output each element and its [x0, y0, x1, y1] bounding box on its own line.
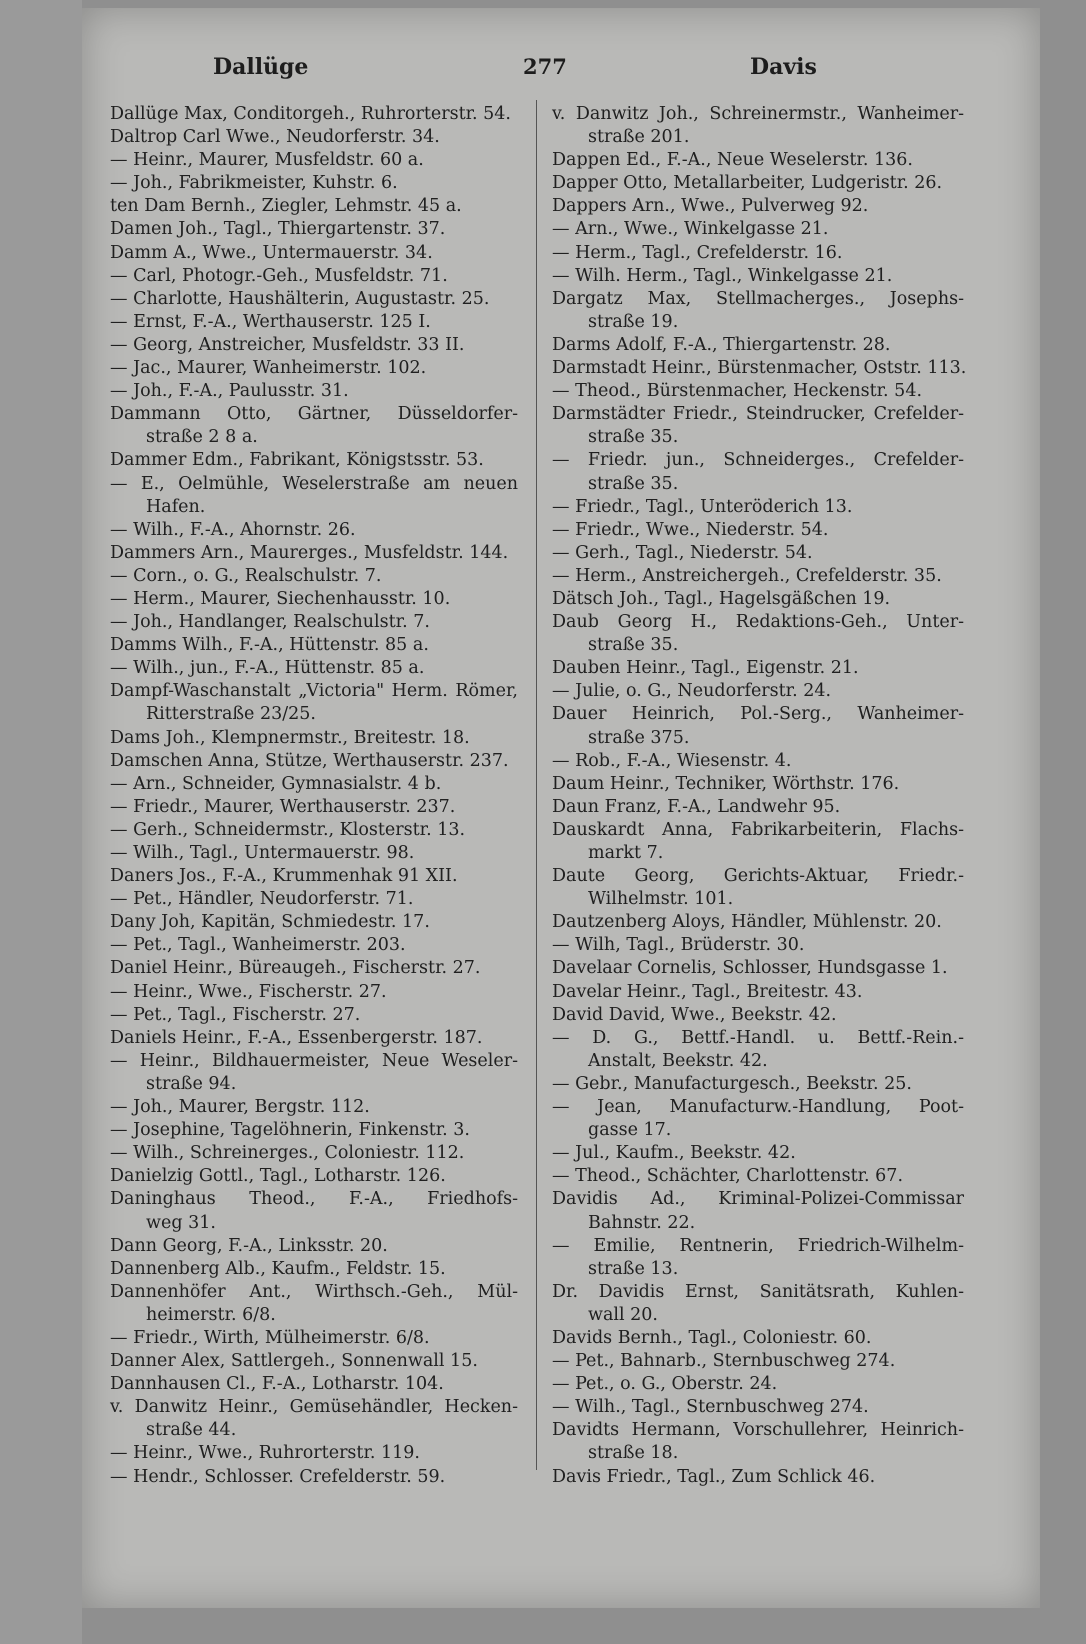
directory-entry: — Pet., o. G., Oberstr. 24.	[552, 1374, 778, 1395]
directory-entry: — Josephine, Tagelöhnerin, Finkenstr. 3.	[110, 1120, 470, 1141]
directory-entry: v. Danwitz Heinr., Gemüsehändler, Hecken-	[110, 1397, 518, 1418]
page-header	[0, 54, 1086, 84]
directory-entry: Dautzenberg Aloys, Händler, Mühlenstr. 20.	[552, 912, 942, 933]
directory-entry: Danner Alex, Sattlergeh., Sonnenwall 15.	[110, 1351, 478, 1372]
directory-entry: Darms Adolf, F.-A., Thiergartenstr. 28.	[552, 334, 891, 355]
column-divider	[536, 100, 537, 1470]
header-first-entry: Dallüge	[213, 54, 309, 80]
entry-continuation-line: Ritterstraße 23/25.	[146, 704, 316, 725]
directory-entry: Damm A., Wwe., Untermauerstr. 34.	[110, 242, 433, 263]
directory-entry: — Jul., Kaufm., Beekstr. 42.	[552, 1143, 796, 1164]
directory-entry: Dapper Otto, Metallarbeiter, Ludgeristr. 26.	[552, 173, 943, 194]
entry-continuation-line: straße 94.	[146, 1073, 237, 1094]
directory-entry: — Friedr., Wirth, Mülheimerstr. 6/8.	[110, 1327, 430, 1348]
directory-entry: — Jean, Manufacturw.-Handlung, Poot-	[552, 1097, 964, 1118]
directory-entry: Dammers Arn., Maurerges., Musfeldstr. 144.	[110, 542, 509, 563]
entry-continuation-line: straße 35.	[588, 427, 679, 448]
directory-entry: ten Dam Bernh., Ziegler, Lehmstr. 45 a.	[110, 196, 462, 217]
directory-entry: — Gebr., Manufacturgesch., Beekstr. 25.	[552, 1073, 912, 1094]
entry-continuation-line: straße 13.	[588, 1258, 679, 1279]
directory-entry: — Joh., Maurer, Bergstr. 112.	[110, 1097, 370, 1118]
directory-entry: — Wilh., F.-A., Ahornstr. 26.	[110, 519, 356, 540]
directory-entry: — Gerh., Tagl., Niederstr. 54.	[552, 542, 813, 563]
right-column	[552, 103, 967, 1489]
directory-entry: Daniel Heinr., Büreaugeh., Fischerstr. 27.	[110, 958, 481, 979]
entry-continuation-line: markt 7.	[588, 843, 664, 863]
directory-entry: — Pet., Tagl., Wanheimerstr. 203.	[110, 935, 406, 956]
directory-entry: Dallüge Max, Conditorgeh., Ruhrorterstr. 54.	[110, 104, 511, 124]
directory-entry: Davidis Ad., Kriminal-Polizei-Commissar	[552, 1189, 964, 1210]
directory-entry: — Friedr., Tagl., Unteröderich 13.	[552, 496, 853, 517]
directory-entry: Danielzig Gottl., Tagl., Lotharstr. 126.	[110, 1166, 446, 1187]
directory-entry: — Emilie, Rentnerin, Friedrich-Wilhelm-	[552, 1235, 964, 1256]
directory-entry: — Heinr., Bildhauermeister, Neue Weseler-	[110, 1050, 518, 1071]
directory-entry: — Herm., Tagl., Crefelderstr. 16.	[552, 242, 843, 263]
directory-entry: — Theod., Schächter, Charlottenstr. 67.	[552, 1166, 904, 1187]
directory-entry: Davidts Hermann, Vorschullehrer, Heinrich-	[552, 1420, 964, 1441]
directory-entry: — Heinr., Wwe., Ruhrorterstr. 119.	[110, 1443, 420, 1464]
directory-entry: Dannenhöfer Ant., Wirthsch.-Geh., Mül-	[110, 1281, 518, 1302]
directory-entry: Dammann Otto, Gärtner, Düsseldorfer-	[110, 404, 518, 425]
directory-entry: — Rob., F.-A., Wiesenstr. 4.	[552, 750, 792, 771]
directory-entry: Daun Franz, F.-A., Landwehr 95.	[552, 796, 841, 817]
directory-entry: — Theod., Bürstenmacher, Heckenstr. 54.	[552, 381, 923, 402]
directory-entry: Dann Georg, F.-A., Linksstr. 20.	[110, 1235, 388, 1256]
directory-entry: — Joh., Fabrikmeister, Kuhstr. 6.	[110, 173, 398, 194]
entry-continuation-line: straße 18.	[588, 1443, 679, 1464]
directory-entry: Darmstadt Heinr., Bürstenmacher, Oststr. 113.	[552, 358, 967, 379]
directory-entry: — Georg, Anstreicher, Musfeldstr. 33 II.	[110, 334, 465, 355]
directory-entry: — Joh., Handlanger, Realschulstr. 7.	[110, 612, 430, 633]
directory-entry: Dannenberg Alb., Kaufm., Feldstr. 15.	[110, 1258, 446, 1279]
entry-continuation-line: weg 31.	[146, 1212, 216, 1233]
directory-entry: Davelar Heinr., Tagl., Breitestr. 43.	[552, 981, 863, 1002]
directory-entry: Daub Georg H., Redaktions-Geh., Unter-	[552, 612, 964, 633]
directory-entry: — Heinr., Wwe., Fischerstr. 27.	[110, 981, 387, 1002]
entry-continuation-line: Wilhelmstr. 101.	[588, 889, 734, 910]
directory-entry: — Arn., Schneider, Gymnasialstr. 4 b.	[110, 773, 442, 794]
entry-continuation-line: Anstalt, Beekstr. 42.	[588, 1050, 768, 1071]
directory-entry: Dammer Edm., Fabrikant, Königstsstr. 53.	[110, 450, 484, 471]
entry-continuation-line: Bahnstr. 22.	[588, 1212, 696, 1233]
directory-entry: — Wilh. Herm., Tagl., Winkelgasse 21.	[552, 265, 893, 286]
entry-continuation-line: Hafen.	[146, 496, 206, 517]
scan-margin	[0, 0, 82, 1644]
directory-entry: David David, Wwe., Beekstr. 42.	[552, 1004, 837, 1025]
directory-entry: — D. G., Bettf.-Handl. u. Bettf.-Rein.-	[552, 1027, 964, 1048]
directory-entry: Dauben Heinr., Tagl., Eigenstr. 21.	[552, 658, 859, 679]
directory-entry: Davelaar Cornelis, Schlosser, Hundsgasse 1.	[552, 958, 948, 979]
directory-entry: Daninghaus Theod., F.-A., Friedhofs-	[110, 1189, 518, 1210]
directory-entry: — Wilh., Schreinerges., Coloniestr. 112.	[110, 1143, 465, 1164]
entry-continuation-line: wall 20.	[588, 1304, 658, 1325]
directory-entry: Daners Jos., F.-A., Krummenhak 91 XII.	[110, 866, 458, 887]
directory-entry: — Julie, o. G., Neudorferstr. 24.	[552, 681, 832, 702]
directory-entry: — Heinr., Maurer, Musfeldstr. 60 a.	[110, 150, 424, 171]
directory-entry: — Friedr., Maurer, Werthauserstr. 237.	[110, 796, 456, 817]
page-number: 277	[523, 54, 567, 79]
directory-entry: Daltrop Carl Wwe., Neudorferstr. 34.	[110, 127, 440, 148]
directory-entry: Daum Heinr., Techniker, Wörthstr. 176.	[552, 773, 900, 794]
directory-entry: — Wilh., Tagl., Untermauerstr. 98.	[110, 843, 415, 863]
directory-entry: Dauskardt Anna, Fabrikarbeiterin, Flachs-	[552, 819, 964, 840]
directory-entry: — Carl, Photogr.-Geh., Musfeldstr. 71.	[110, 265, 448, 286]
entry-continuation-line: straße 375.	[588, 727, 690, 748]
directory-entry: — Pet., Bahnarb., Sternbuschweg 274.	[552, 1351, 896, 1372]
directory-entry: — Arn., Wwe., Winkelgasse 21.	[552, 219, 829, 240]
directory-entry: Dappers Arn., Wwe., Pulverweg 92.	[552, 196, 869, 217]
directory-entry: Dauer Heinrich, Pol.-Serg., Wanheimer-	[552, 704, 964, 725]
directory-entry: — Gerh., Schneidermstr., Klosterstr. 13.	[110, 819, 466, 840]
entry-continuation-line: straße 35.	[588, 635, 679, 656]
directory-entry: — Wilh., Tagl., Sternbuschweg 274.	[552, 1397, 869, 1418]
directory-entry: Daute Georg, Gerichts-Aktuar, Friedr.-	[552, 866, 964, 887]
directory-entry: Davids Bernh., Tagl., Coloniestr. 60.	[552, 1327, 872, 1348]
entry-continuation-line: straße 2 8 a.	[146, 427, 258, 448]
directory-entry: — Charlotte, Haushälterin, Augustastr. 25.	[110, 288, 490, 309]
directory-entry: — Friedr. jun., Schneiderges., Crefelder-	[552, 450, 964, 471]
directory-entry: — Friedr., Wwe., Niederstr. 54.	[552, 519, 829, 540]
directory-entry: Dr. Davidis Ernst, Sanitätsrath, Kuhlen-	[552, 1281, 964, 1302]
directory-entry: — Ernst, F.-A., Werthauserstr. 125 I.	[110, 311, 431, 332]
directory-entry: — Herm., Maurer, Siechenhausstr. 10.	[110, 588, 451, 609]
entry-continuation-line: straße 35.	[588, 473, 679, 494]
left-column	[110, 103, 518, 1489]
directory-entry: Davis Friedr., Tagl., Zum Schlick 46.	[552, 1466, 876, 1487]
directory-entry: Dargatz Max, Stellmacherges., Josephs-	[552, 288, 964, 309]
directory-entry: Dannhausen Cl., F.-A., Lotharstr. 104.	[110, 1374, 444, 1395]
entry-continuation-line: gasse 17.	[588, 1120, 672, 1141]
directory-entry: — Wilh, Tagl., Brüderstr. 30.	[552, 935, 805, 956]
directory-entry: — Herm., Anstreichergeh., Crefelderstr. 35.	[552, 565, 942, 586]
directory-entry: — Hendr., Schlosser. Crefelderstr. 59.	[110, 1466, 446, 1487]
directory-entry: Damschen Anna, Stütze, Werthauserstr. 237.	[110, 750, 509, 771]
directory-entry: v. Danwitz Joh., Schreinermstr., Wanheimer-	[552, 104, 964, 124]
header-last-entry: Davis	[750, 54, 817, 80]
directory-entry: Damms Wilh., F.-A., Hüttenstr. 85 a.	[110, 635, 429, 656]
entry-continuation-line: straße 201.	[588, 127, 690, 148]
directory-entry: Dampf-Waschanstalt „Victoria" Herm. Römer,	[110, 681, 518, 702]
directory-entry: — Jac., Maurer, Wanheimerstr. 102.	[110, 358, 427, 379]
directory-entry: Dams Joh., Klempnermstr., Breitestr. 18.	[110, 727, 470, 748]
directory-entry: — Corn., o. G., Realschulstr. 7.	[110, 565, 382, 586]
directory-entry: — Pet., Händler, Neudorferstr. 71.	[110, 889, 414, 910]
directory-entry: Dany Joh, Kapitän, Schmiedestr. 17.	[110, 912, 430, 933]
directory-entry: Damen Joh., Tagl., Thiergartenstr. 37.	[110, 219, 446, 240]
directory-entry: — E., Oelmühle, Weselerstraße am neuen	[110, 473, 518, 494]
directory-entry: Dappen Ed., F.-A., Neue Weselerstr. 136.	[552, 150, 913, 171]
directory-entry: — Joh., F.-A., Paulusstr. 31.	[110, 381, 349, 402]
entry-continuation-line: heimerstr. 6/8.	[146, 1304, 276, 1325]
entry-continuation-line: straße 44.	[146, 1420, 237, 1441]
directory-entry: — Pet., Tagl., Fischerstr. 27.	[110, 1004, 361, 1025]
directory-entry: — Wilh., jun., F.-A., Hüttenstr. 85 a.	[110, 658, 425, 679]
directory-entry: Daniels Heinr., F.-A., Essenbergerstr. 187.	[110, 1027, 483, 1048]
directory-entry: Darmstädter Friedr., Steindrucker, Crefelder-	[552, 404, 964, 425]
entry-continuation-line: straße 19.	[588, 311, 679, 332]
directory-entry: Dätsch Joh., Tagl., Hagelsgäßchen 19.	[552, 588, 891, 609]
